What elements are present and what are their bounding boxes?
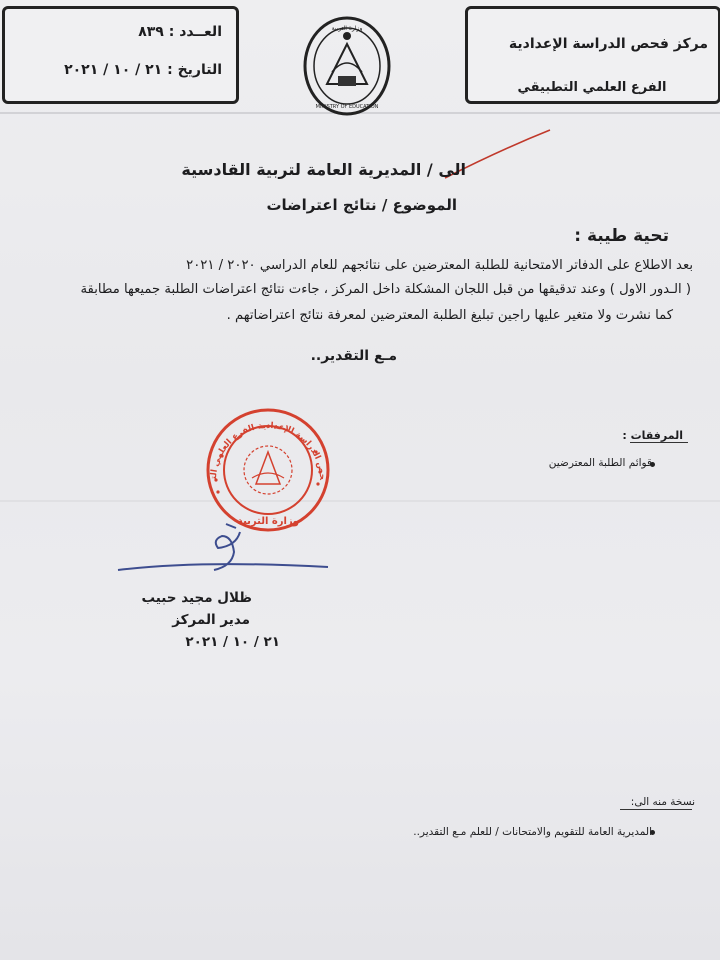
letter-number: العــدد : ٨٣٩ bbox=[138, 24, 222, 40]
body-line-3: كما نشرت ولا متغير عليها راجين تبليغ الطلبة المعترضين لمعرفة نتائج اعتراضاتهم . bbox=[226, 308, 673, 323]
copy-to-item: المديرية العامة للتقويم والامتحانات / للعلم مـع التقدير.. bbox=[413, 826, 652, 838]
stamp-bottom-text: وزارة التربية bbox=[237, 516, 299, 527]
org-branch: الفرع العلمي التطبيقي bbox=[517, 80, 667, 95]
subject-line: الموضوع / نتائج اعتراضات bbox=[266, 196, 457, 214]
copy-to-underline bbox=[620, 809, 692, 810]
logo-arabic-text: وزارة التربية bbox=[331, 25, 363, 32]
greeting: تحية طيبة : bbox=[574, 226, 669, 246]
attachment-item: قوائم الطلبة المعترضين bbox=[548, 457, 652, 469]
signatory-title: مدير المركز bbox=[172, 612, 250, 628]
closing-line: مـع التقدير.. bbox=[310, 348, 397, 364]
signatory-name: ظلال مجيد حبيب bbox=[141, 590, 252, 606]
copy-to-label: نسخة منه الى: bbox=[630, 796, 695, 808]
letter-date: التاريخ : ٢١ / ١٠ / ٢٠٢١ bbox=[64, 62, 222, 78]
body-line-2: ( الـدور الاول ) وعند تدقيقها من قبل اللجان المشكلة داخل المركز ، جاءت نتائج اعتراضات الطلبة جميعها مطابقة bbox=[80, 282, 691, 297]
signature-date: ٢١ / ١٠ / ٢٠٢١ bbox=[185, 634, 280, 650]
stamp-ring-text: مركز فحص الدراسة الإعدادية الفرع العلمي التطبيقي bbox=[208, 420, 328, 481]
logo-english-text: MINISTRY OF EDUCATION bbox=[315, 104, 379, 110]
org-name: مركز فحص الدراسة الإعدادية bbox=[508, 36, 708, 52]
attachments-label: المرفقات : bbox=[622, 429, 683, 442]
body-line-1: بعد الاطلاع على الدفاتر الامتحانية للطلبة المعترضين على نتائجهم للعام الدراسي ٢٠٢٠ / ٢٠٢١ bbox=[186, 258, 693, 273]
recipient-line: الى / المديرية العامة لتربية القادسية bbox=[181, 160, 466, 179]
